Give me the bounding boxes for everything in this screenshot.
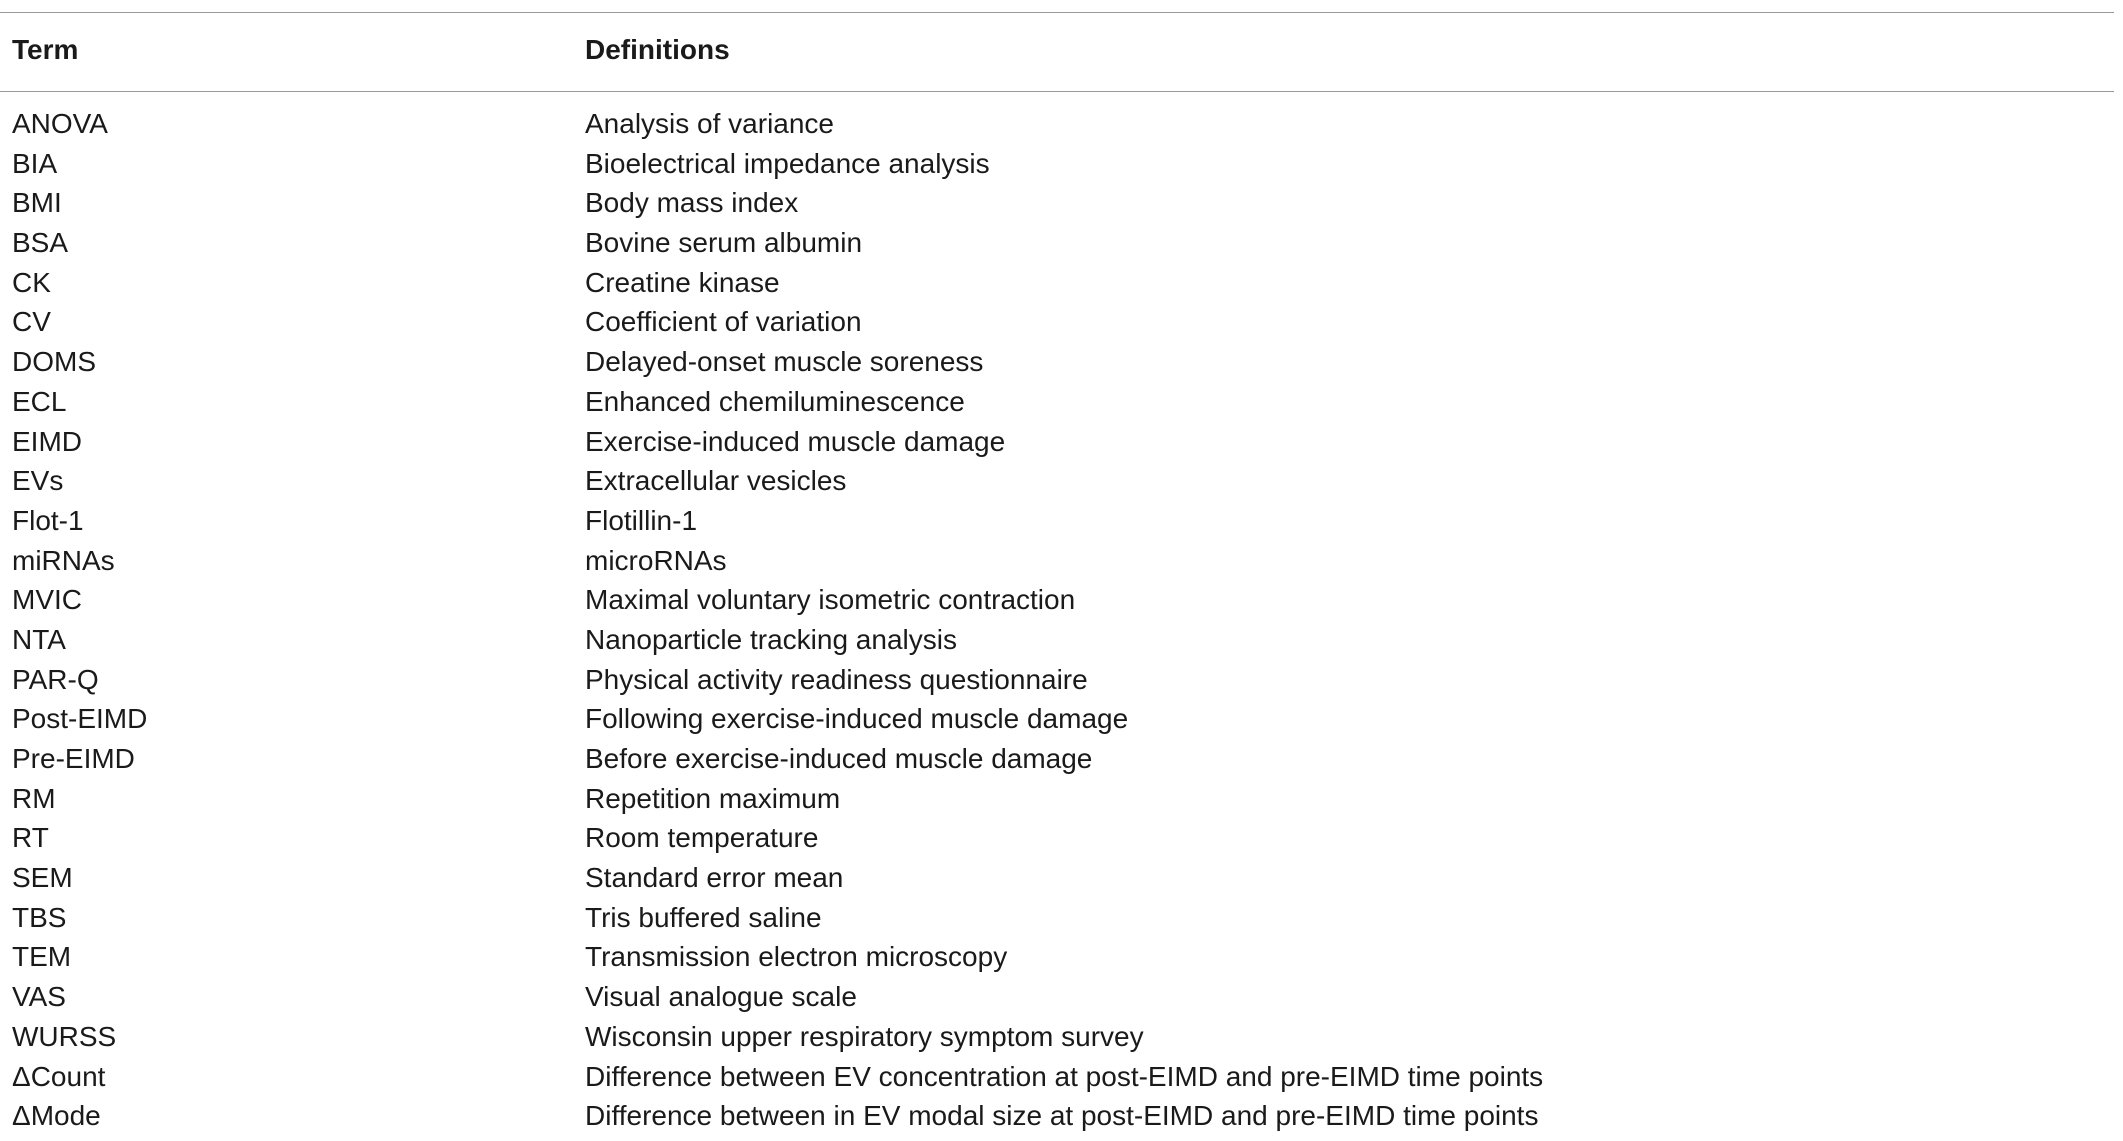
table-row bbox=[0, 580, 2114, 620]
table-row bbox=[0, 660, 2114, 700]
table-row bbox=[0, 699, 2114, 739]
definition-cell: Maximal voluntary isometric contraction bbox=[585, 584, 1076, 616]
table-row bbox=[0, 263, 2114, 303]
table-top-rule bbox=[0, 12, 2114, 13]
table-row bbox=[0, 183, 2114, 223]
term-cell: ECL bbox=[12, 385, 67, 417]
definition-cell: Tris buffered saline bbox=[585, 901, 822, 933]
table-row bbox=[0, 342, 2114, 382]
term-cell: NTA bbox=[12, 623, 66, 655]
term-cell: EVs bbox=[12, 465, 64, 497]
term-cell: TEM bbox=[12, 941, 72, 973]
term-cell: Post-EIMD bbox=[12, 703, 148, 735]
header-definitions: Definitions bbox=[585, 34, 730, 65]
definition-cell: Room temperature bbox=[585, 822, 819, 854]
table-row bbox=[0, 541, 2114, 581]
term-cell: miRNAs bbox=[12, 544, 115, 576]
definition-cell: Visual analogue scale bbox=[585, 981, 857, 1013]
term-cell: RT bbox=[12, 822, 49, 854]
term-cell: VAS bbox=[12, 981, 66, 1013]
term-cell: EIMD bbox=[12, 425, 82, 457]
definition-cell: Bioelectrical impedance analysis bbox=[585, 147, 990, 179]
table-row bbox=[0, 1057, 2114, 1097]
term-cell: CV bbox=[12, 306, 51, 338]
term-cell: Pre-EIMD bbox=[12, 743, 135, 774]
table-row bbox=[0, 1017, 2114, 1057]
table-row bbox=[0, 739, 2114, 779]
term-cell: ANOVA bbox=[12, 108, 108, 139]
definition-cell: Flotillin-1 bbox=[585, 504, 698, 536]
table-row bbox=[0, 779, 2114, 819]
definition-cell: Delayed-onset muscle soreness bbox=[585, 346, 984, 378]
table-body bbox=[0, 104, 2114, 1136]
definition-cell: Enhanced chemiluminescence bbox=[585, 385, 965, 417]
definition-cell: Before exercise-induced muscle damage bbox=[585, 743, 1093, 774]
table-row bbox=[0, 818, 2114, 858]
definition-cell: microRNAs bbox=[585, 544, 727, 576]
term-cell: CK bbox=[12, 266, 51, 298]
term-cell: Flot-1 bbox=[12, 504, 84, 536]
table-header-rule bbox=[0, 91, 2114, 92]
table-row bbox=[0, 223, 2114, 263]
table-row bbox=[0, 302, 2114, 342]
table-row bbox=[0, 104, 2114, 144]
table-row bbox=[0, 422, 2114, 462]
definition-cell: Nanoparticle tracking analysis bbox=[585, 623, 957, 655]
definition-cell: Repetition maximum bbox=[585, 782, 841, 814]
term-cell: TBS bbox=[12, 901, 67, 933]
definition-cell: Body mass index bbox=[585, 187, 799, 219]
definition-cell: Exercise-induced muscle damage bbox=[585, 425, 1006, 457]
term-cell: SEM bbox=[12, 862, 73, 894]
definition-cell: Transmission electron microscopy bbox=[585, 941, 1008, 973]
term-cell: ΔCount bbox=[12, 1060, 106, 1092]
term-cell: DOMS bbox=[12, 346, 96, 378]
definition-cell: Physical activity readiness questionnaire bbox=[585, 663, 1088, 695]
table-row bbox=[0, 858, 2114, 898]
table-row bbox=[0, 501, 2114, 541]
table-row bbox=[0, 1096, 2114, 1136]
term-cell: ΔMode bbox=[12, 1100, 101, 1132]
term-cell: PAR-Q bbox=[12, 663, 99, 695]
header-term: Term bbox=[12, 34, 79, 65]
table-row bbox=[0, 898, 2114, 938]
term-cell: BSA bbox=[12, 227, 69, 259]
table-row bbox=[0, 937, 2114, 977]
table-row bbox=[0, 461, 2114, 501]
definition-cell: Analysis of variance bbox=[585, 108, 835, 139]
definition-cell: Bovine serum albumin bbox=[585, 227, 863, 259]
term-cell: MVIC bbox=[12, 584, 82, 616]
definition-cell: Wisconsin upper respiratory symptom survey bbox=[585, 1020, 1144, 1052]
term-cell: WURSS bbox=[12, 1020, 117, 1052]
definition-cell: Coefficient of variation bbox=[585, 306, 862, 338]
term-cell: BIA bbox=[12, 147, 58, 179]
definition-cell: Standard error mean bbox=[585, 862, 844, 894]
term-cell: RM bbox=[12, 782, 56, 814]
definition-cell: Difference between in EV modal size at post-EIMD and pre-EIMD time points bbox=[585, 1100, 1539, 1132]
definition-cell: Creatine kinase bbox=[585, 266, 780, 298]
definition-cell: Difference between EV concentration at post-EIMD and pre-EIMD time points bbox=[585, 1060, 1544, 1092]
table-row bbox=[0, 144, 2114, 184]
term-cell: BMI bbox=[12, 187, 62, 219]
table-row bbox=[0, 620, 2114, 660]
table-row bbox=[0, 977, 2114, 1017]
table-row bbox=[0, 382, 2114, 422]
definition-cell: Following exercise-induced muscle damage bbox=[585, 703, 1129, 735]
table-header-row bbox=[0, 34, 2114, 74]
definition-cell: Extracellular vesicles bbox=[585, 465, 847, 497]
